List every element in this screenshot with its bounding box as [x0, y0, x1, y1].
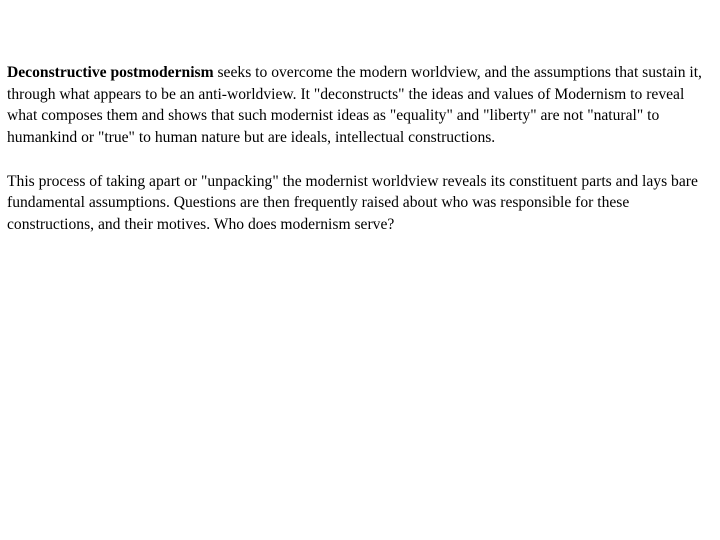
paragraph-unpacking-modernism [7, 171, 713, 236]
slide-body [7, 62, 713, 236]
paragraph-deconstructive-postmodernism [7, 62, 713, 149]
paragraph-2-text: This process of taking apart or "unpacking" the modernist worldview reveals its constituent parts and lays bare fundamental assumptions. Questions are then frequently raised about who was responsible for these constructions, and their motives. Who does modernism serve? [7, 172, 698, 233]
paragraph-1-text: seeks to overcome the modern worldview, and the assumptions that sustain it, through what appears to be an anti-worldview. It "deconstructs" the ideas and values of Modernism to reveal what composes them and shows that such modernist ideas as "equality" and "liberty" are not "natural" to humankind or "true" to human nature but are ideals, intellectual constructions. [7, 64, 702, 147]
term-deconstructive-postmodernism: Deconstructive postmodernism [7, 64, 214, 81]
